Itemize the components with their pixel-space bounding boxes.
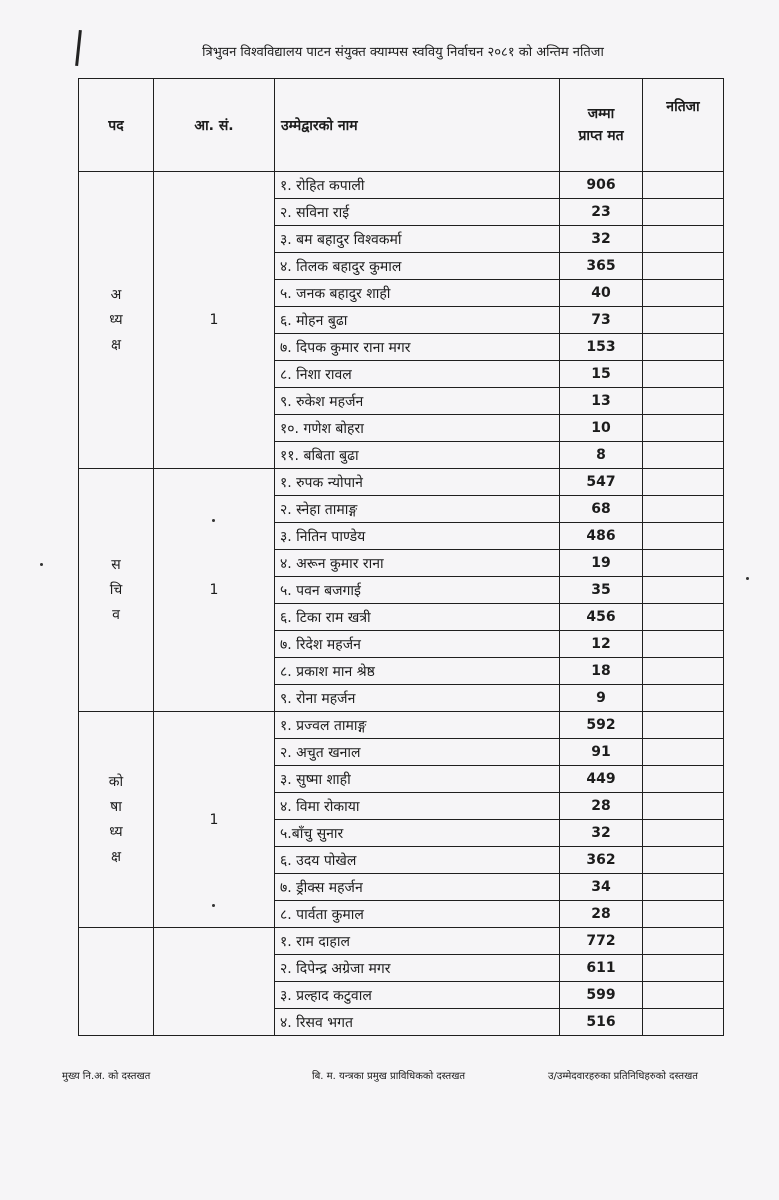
candidate-votes: 73 (560, 307, 643, 334)
result-cell (643, 226, 724, 253)
candidate-votes: 34 (560, 874, 643, 901)
document-title: त्रिभुवन विश्वविद्यालय पाटन संयुक्त क्याम्पस स्ववियु निर्वाचन २०८१ को अन्तिम नतिजा (202, 45, 604, 60)
header-votes-line2: प्राप्त मत (578, 128, 624, 144)
speck (212, 904, 215, 907)
candidate-votes: 9 (560, 685, 643, 712)
seat-count-cell: 1 (154, 469, 275, 712)
candidate-name: १. राम दाहाल (275, 928, 560, 955)
speck (746, 577, 749, 580)
candidate-votes: 599 (560, 982, 643, 1009)
candidate-row (79, 469, 724, 496)
candidate-votes: 23 (560, 199, 643, 226)
candidate-name: ९. रुकेश महर्जन (275, 388, 560, 415)
candidate-name: ३. सुष्मा शाही (275, 766, 560, 793)
speck (40, 563, 43, 566)
post-letter: क्ष (110, 336, 122, 353)
candidate-name: २. सविना राई (275, 199, 560, 226)
candidate-name: ८. निशा रावल (275, 361, 560, 388)
candidate-name: ५. जनक बहादुर शाही (275, 280, 560, 307)
result-cell (643, 388, 724, 415)
result-cell (643, 334, 724, 361)
candidate-name: १. रुपक न्योपाने (275, 469, 560, 496)
header-row (79, 79, 724, 172)
candidate-votes: 592 (560, 712, 643, 739)
candidate-votes: 28 (560, 901, 643, 928)
result-cell (643, 442, 724, 469)
result-cell (643, 604, 724, 631)
candidate-name: ७. ड्रीक्स महर्जन (275, 874, 560, 901)
candidate-name: ३. प्रल्हाद कटुवाल (275, 982, 560, 1009)
result-cell (643, 901, 724, 928)
candidate-row (79, 928, 724, 955)
result-cell (643, 766, 724, 793)
pen-mark (75, 30, 82, 66)
candidate-votes: 13 (560, 388, 643, 415)
candidate-name: १०. गणेश बोहरा (275, 415, 560, 442)
post-letter: स (111, 556, 121, 573)
result-cell (643, 982, 724, 1009)
candidate-name: २. दिपेन्द्र अग्रेजा मगर (275, 955, 560, 982)
result-cell (643, 685, 724, 712)
post-letter: व (112, 606, 120, 623)
candidate-name: ७. रिदेश महर्जन (275, 631, 560, 658)
result-cell (643, 361, 724, 388)
candidate-name: ३. बम बहादुर विश्वकर्मा (275, 226, 560, 253)
candidate-votes: 611 (560, 955, 643, 982)
post-cell (79, 469, 154, 712)
seat-count-cell: 1 (154, 712, 275, 928)
candidate-votes: 19 (560, 550, 643, 577)
results-table (78, 78, 724, 1036)
candidate-name: १. रोहित कपाली (275, 172, 560, 199)
result-cell (643, 712, 724, 739)
candidate-votes: 486 (560, 523, 643, 550)
result-cell (643, 280, 724, 307)
candidate-name: २. अचुत खनाल (275, 739, 560, 766)
candidate-votes: 91 (560, 739, 643, 766)
candidate-votes: 906 (560, 172, 643, 199)
signature-machine-technician: बि. म. यन्त्रका प्रमुख प्राविधिकको दस्तखत (312, 1071, 466, 1082)
result-cell (643, 253, 724, 280)
candidate-votes: 68 (560, 496, 643, 523)
candidate-votes: 153 (560, 334, 643, 361)
result-cell (643, 199, 724, 226)
candidate-votes: 449 (560, 766, 643, 793)
result-cell (643, 631, 724, 658)
result-cell (643, 820, 724, 847)
candidate-votes: 456 (560, 604, 643, 631)
candidate-row (79, 712, 724, 739)
result-cell (643, 496, 724, 523)
result-cell (643, 415, 724, 442)
candidate-votes: 772 (560, 928, 643, 955)
result-cell (643, 928, 724, 955)
result-cell (643, 1009, 724, 1036)
post-letter: चि (109, 581, 123, 598)
candidate-votes: 362 (560, 847, 643, 874)
candidate-name: ५. पवन बजगाई (275, 577, 560, 604)
post-letter: षा (110, 798, 122, 815)
candidate-row (79, 172, 724, 199)
candidate-name: ८. पार्वता कुमाल (275, 901, 560, 928)
header-result: नतिजा (643, 79, 724, 172)
post-cell (79, 928, 154, 1036)
candidate-votes: 28 (560, 793, 643, 820)
result-cell (643, 874, 724, 901)
signature-representatives: उ/उम्मेदवारहरुका प्रतिनिधिहरुको दस्तखत (548, 1071, 698, 1082)
result-cell (643, 739, 724, 766)
result-cell (643, 658, 724, 685)
candidate-name: २. स्नेहा तामाङ्ग (275, 496, 560, 523)
candidate-votes: 8 (560, 442, 643, 469)
result-cell (643, 523, 724, 550)
candidate-votes: 40 (560, 280, 643, 307)
candidate-votes: 32 (560, 820, 643, 847)
post-letter: अ (110, 286, 122, 303)
candidate-name: ८. प्रकाश मान श्रेष्ठ (275, 658, 560, 685)
post-cell (79, 172, 154, 469)
result-cell (643, 577, 724, 604)
result-cell (643, 847, 724, 874)
post-letter: को (108, 773, 124, 790)
candidate-votes: 12 (560, 631, 643, 658)
candidate-votes: 365 (560, 253, 643, 280)
candidate-votes: 10 (560, 415, 643, 442)
result-cell (643, 307, 724, 334)
result-cell (643, 955, 724, 982)
candidate-votes: 32 (560, 226, 643, 253)
header-seat: आ. सं. (154, 79, 275, 172)
candidate-name: ४. रिसव भगत (275, 1009, 560, 1036)
candidate-votes: 35 (560, 577, 643, 604)
result-cell (643, 469, 724, 496)
candidate-name: ४. विमा रोकाया (275, 793, 560, 820)
results-body (79, 172, 724, 1036)
post-cell (79, 712, 154, 928)
candidate-name: ४. अरून कुमार राना (275, 550, 560, 577)
candidate-name: १. प्रज्वल तामाङ्ग (275, 712, 560, 739)
candidate-name: ९. रोना महर्जन (275, 685, 560, 712)
candidate-votes: 15 (560, 361, 643, 388)
candidate-name: ३. नितिन पाण्डेय (275, 523, 560, 550)
result-cell (643, 172, 724, 199)
candidate-name: ७. दिपक कुमार राना मगर (275, 334, 560, 361)
candidate-name: ४. तिलक बहादुर कुमाल (275, 253, 560, 280)
speck (212, 519, 215, 522)
header-name: उम्मेद्वारको नाम (275, 79, 560, 172)
post-letter: ध्य (109, 311, 123, 328)
candidate-name: ६. मोहन बुढा (275, 307, 560, 334)
seat-count-cell: 1 (154, 172, 275, 469)
result-cell (643, 550, 724, 577)
candidate-votes: 516 (560, 1009, 643, 1036)
candidate-name: ६. टिका राम खत्री (275, 604, 560, 631)
candidate-votes: 547 (560, 469, 643, 496)
signature-chief-officer: मुख्य नि.अ. को दस्तखत (62, 1071, 151, 1082)
candidate-name: ५.बाँचु सुनार (275, 820, 560, 847)
header-votes-line1: जम्मा (587, 106, 615, 122)
header-votes (560, 79, 643, 172)
candidate-name: ६. उदय पोखेल (275, 847, 560, 874)
post-letter: ध्य (109, 823, 123, 840)
candidate-votes: 18 (560, 658, 643, 685)
header-post: पद (79, 79, 154, 172)
candidate-name: ११. बबिता बुढा (275, 442, 560, 469)
seat-count-cell (154, 928, 275, 1036)
result-cell (643, 793, 724, 820)
post-letter: क्ष (110, 848, 122, 865)
